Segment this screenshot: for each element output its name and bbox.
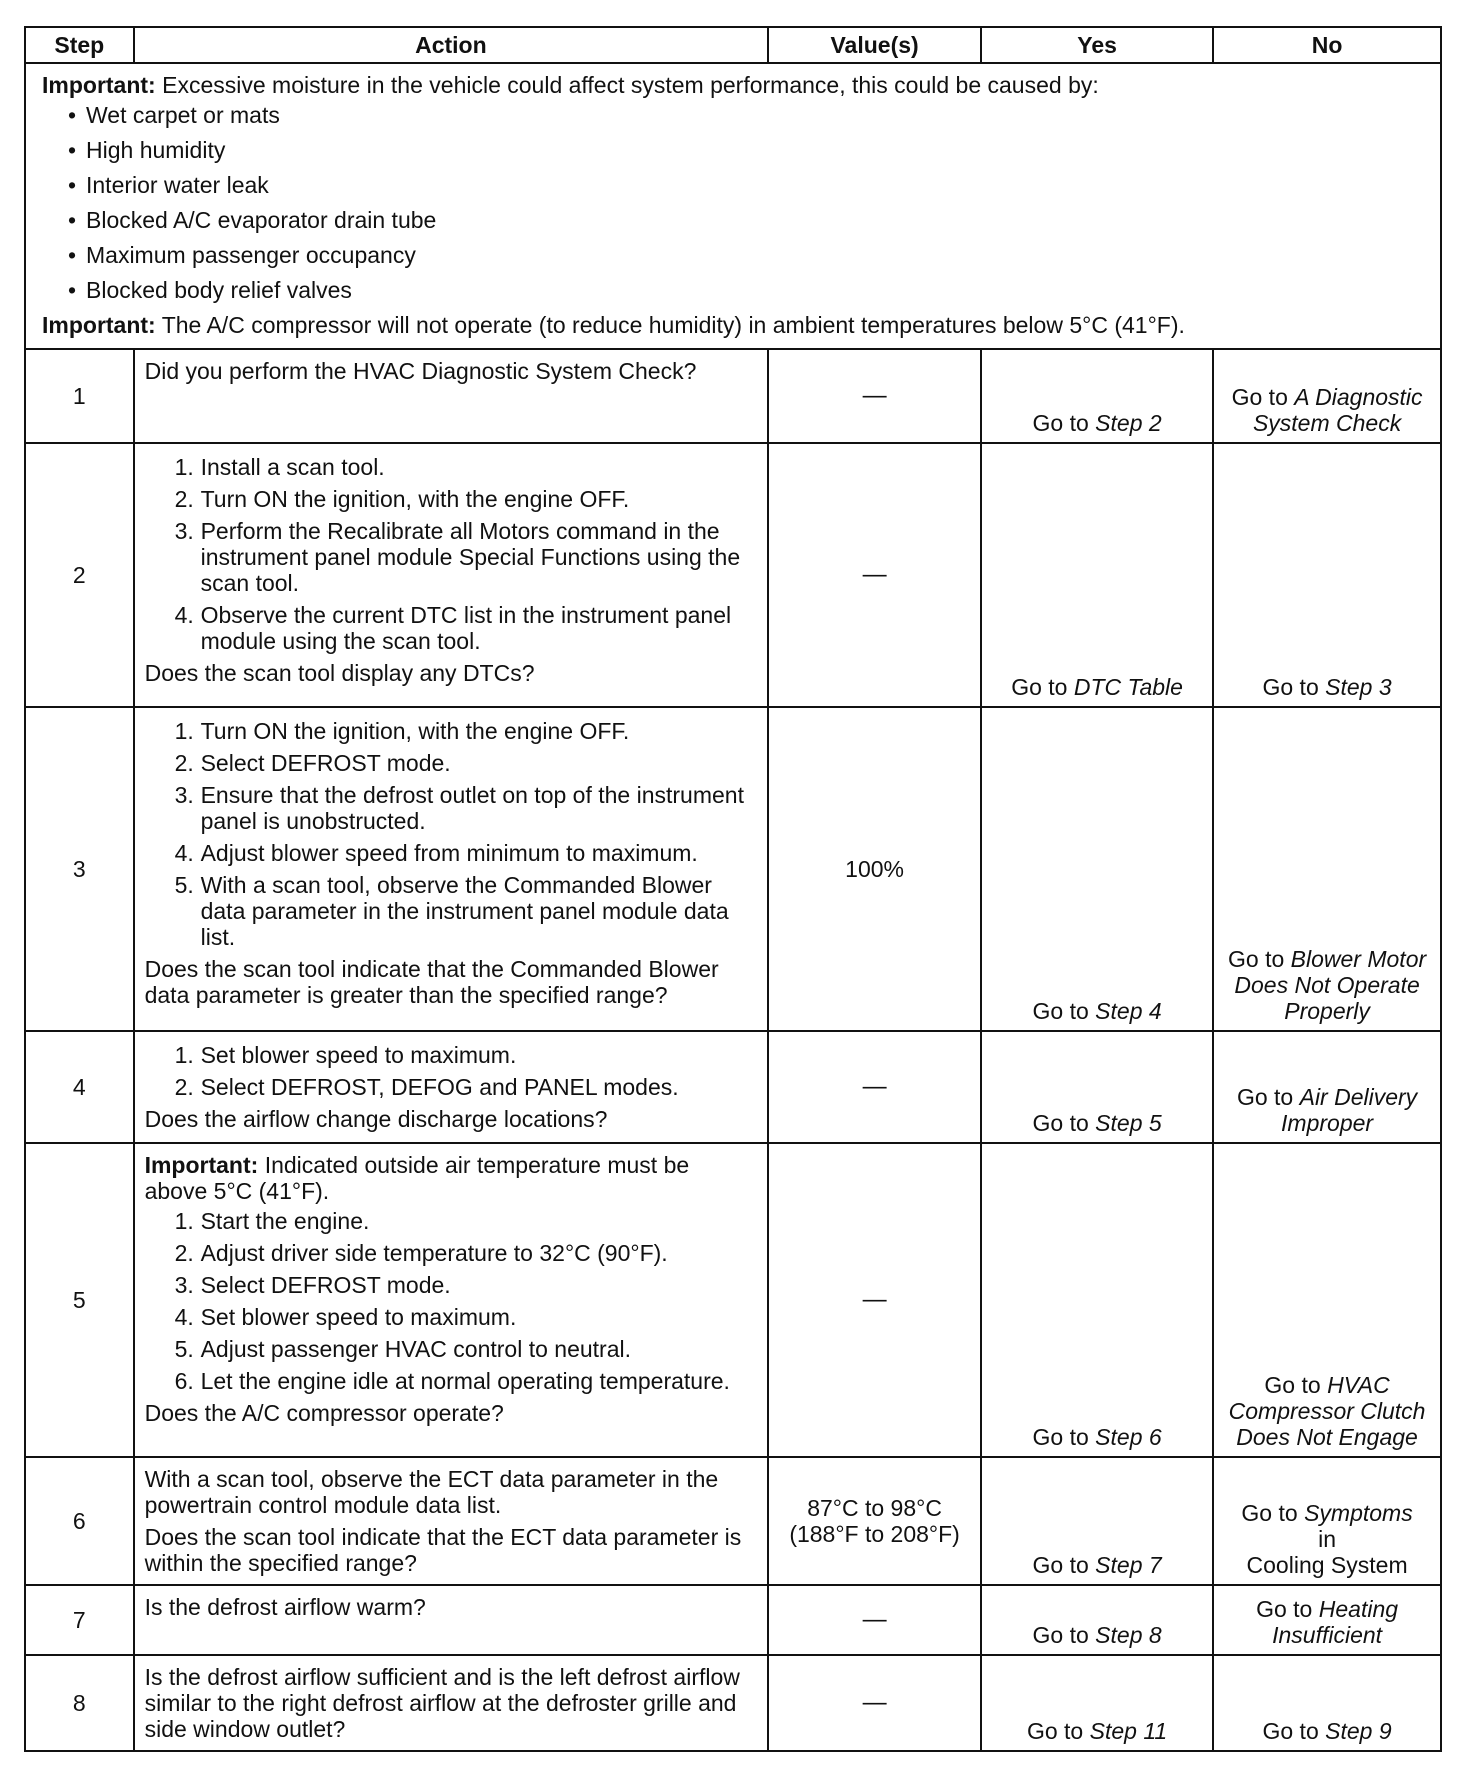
no-prefix: Go to bbox=[1262, 674, 1319, 700]
yes-prefix: Go to bbox=[1011, 674, 1068, 700]
list-item: 1. Set blower speed to maximum. bbox=[174, 1042, 517, 1068]
yes-prefix: Go to bbox=[1032, 1110, 1089, 1136]
list-item: • Blocked A/C evaporator drain tube bbox=[68, 207, 1426, 233]
important-label: Important: bbox=[42, 72, 156, 98]
no-prefix: Go to bbox=[1241, 1500, 1298, 1526]
action-cell bbox=[134, 707, 769, 1031]
procedure-list bbox=[145, 1208, 756, 1394]
value-cell: 87°C to 98°C (188°F to 208°F) bbox=[768, 1457, 981, 1585]
value-cell: — bbox=[768, 349, 981, 443]
yes-prefix: Go to bbox=[1032, 1424, 1089, 1450]
yes-link[interactable]: Step 11 bbox=[1089, 1718, 1168, 1744]
list-item: 4. Set blower speed to maximum. bbox=[174, 1304, 517, 1330]
value-cell: — bbox=[768, 443, 981, 707]
action-cell bbox=[134, 1031, 769, 1143]
action-cell bbox=[134, 1655, 769, 1751]
yes-cell bbox=[981, 1143, 1213, 1457]
no-link[interactable]: Heating Insufficient bbox=[1272, 1596, 1399, 1648]
yes-prefix: Go to bbox=[1032, 410, 1089, 436]
action-question: Does the A/C compressor operate? bbox=[144, 1400, 504, 1426]
intro-cell bbox=[25, 63, 1441, 349]
step-number: 4 bbox=[25, 1031, 134, 1143]
list-item: 6. Let the engine idle at normal operating temperature. bbox=[174, 1368, 730, 1394]
action-question: Does the airflow change discharge locations? bbox=[144, 1106, 608, 1132]
value-cell: — bbox=[768, 1655, 981, 1751]
list-item: 5. With a scan tool, observe the Commanded Blower data parameter in the instrument panel module data list. bbox=[174, 872, 729, 950]
header-step: Step bbox=[25, 27, 134, 63]
important-label: Important: bbox=[42, 312, 156, 338]
no-cell bbox=[1213, 707, 1441, 1031]
header-values: Value(s) bbox=[768, 27, 981, 63]
procedure-list bbox=[145, 718, 756, 950]
table-row bbox=[25, 707, 1441, 1031]
list-item: • Blocked body relief valves bbox=[68, 277, 1426, 303]
no-link[interactable]: HVAC Compressor Clutch Does Not Engage bbox=[1228, 1372, 1426, 1450]
list-item: 3. Select DEFROST mode. bbox=[174, 1272, 451, 1298]
value-cell: 100% bbox=[768, 707, 981, 1031]
value-cell: — bbox=[768, 1031, 981, 1143]
intro-row bbox=[25, 63, 1441, 349]
important-label: Important: bbox=[144, 1152, 259, 1178]
intro-important-2 bbox=[42, 312, 1426, 338]
yes-link[interactable]: DTC Table bbox=[1073, 674, 1183, 700]
list-item: • Interior water leak bbox=[68, 172, 1426, 198]
action-cell bbox=[134, 349, 769, 443]
no-cell bbox=[1213, 1585, 1441, 1655]
step-number: 2 bbox=[25, 443, 134, 707]
list-item: • Maximum passenger occupancy bbox=[68, 242, 1426, 268]
yes-prefix: Go to bbox=[1032, 998, 1089, 1024]
no-prefix: Go to bbox=[1256, 1596, 1313, 1622]
step-number: 1 bbox=[25, 349, 134, 443]
table-row bbox=[25, 1031, 1441, 1143]
header-action: Action bbox=[134, 27, 769, 63]
step-number: 3 bbox=[25, 707, 134, 1031]
list-item: 1. Turn ON the ignition, with the engine OFF. bbox=[174, 718, 630, 744]
step-number: 5 bbox=[25, 1143, 134, 1457]
no-cell bbox=[1213, 1143, 1441, 1457]
action-question: Is the defrost airflow warm? bbox=[144, 1594, 426, 1620]
action-question: Does the scan tool indicate that the ECT data parameter is within the specified range? bbox=[144, 1524, 742, 1576]
step-important bbox=[145, 1152, 756, 1204]
yes-cell bbox=[981, 707, 1213, 1031]
table-row bbox=[25, 1143, 1441, 1457]
no-cell bbox=[1213, 1031, 1441, 1143]
yes-cell bbox=[981, 1655, 1213, 1751]
header-yes: Yes bbox=[981, 27, 1213, 63]
no-link[interactable]: Blower Motor Does Not Operate Properly bbox=[1234, 946, 1427, 1024]
no-cell bbox=[1213, 349, 1441, 443]
no-prefix: Go to bbox=[1264, 1372, 1321, 1398]
list-item: 3. Ensure that the defrost outlet on top of the instrument panel is unobstructed. bbox=[174, 782, 744, 834]
yes-cell bbox=[981, 1031, 1213, 1143]
step-number: 6 bbox=[25, 1457, 134, 1585]
action-text: With a scan tool, observe the ECT data parameter in the powertrain control module data list. bbox=[144, 1466, 719, 1518]
yes-prefix: Go to bbox=[1026, 1718, 1084, 1744]
no-link[interactable]: Step 9 bbox=[1325, 1718, 1392, 1744]
yes-cell bbox=[981, 443, 1213, 707]
yes-prefix: Go to bbox=[1032, 1552, 1089, 1578]
yes-link[interactable]: Step 6 bbox=[1095, 1424, 1162, 1450]
list-item: 2. Select DEFROST, DEFOG and PANEL modes. bbox=[174, 1074, 679, 1100]
value-cell: — bbox=[768, 1143, 981, 1457]
list-item: 1. Install a scan tool. bbox=[174, 454, 385, 480]
no-link[interactable]: A Diagnostic System Check bbox=[1252, 384, 1423, 436]
table-row bbox=[25, 1655, 1441, 1751]
yes-prefix: Go to bbox=[1032, 1622, 1089, 1648]
value-cell: — bbox=[768, 1585, 981, 1655]
step-number: 7 bbox=[25, 1585, 134, 1655]
action-question: Is the defrost airflow sufficient and is the left defrost airflow similar to the right defrost airflow at the defroster grille and side window outlet? bbox=[144, 1664, 740, 1742]
action-question: Did you perform the HVAC Diagnostic System Check? bbox=[144, 358, 697, 384]
important-text: Indicated outside air temperature must be above 5°C (41°F). bbox=[144, 1152, 690, 1204]
list-item: 3. Perform the Recalibrate all Motors command in the instrument panel module Special Functions using the scan tool. bbox=[174, 518, 741, 596]
list-item: 2. Adjust driver side temperature to 32°C (90°F). bbox=[174, 1240, 668, 1266]
yes-cell bbox=[981, 349, 1213, 443]
important-text: The A/C compressor will not operate (to reduce humidity) in ambient temperatures below 5°C (41°F). bbox=[161, 312, 1185, 338]
no-suffix: Cooling System bbox=[1246, 1552, 1408, 1578]
action-cell bbox=[134, 1143, 769, 1457]
list-item: 1. Start the engine. bbox=[174, 1208, 370, 1234]
header-row bbox=[25, 27, 1441, 63]
no-link[interactable]: Air Delivery Improper bbox=[1281, 1084, 1418, 1136]
no-cell bbox=[1213, 1457, 1441, 1585]
table-row bbox=[25, 1585, 1441, 1655]
list-item: 4. Observe the current DTC list in the instrument panel module using the scan tool. bbox=[174, 602, 732, 654]
step-number: 8 bbox=[25, 1655, 134, 1751]
no-cell bbox=[1213, 1655, 1441, 1751]
diagnostic-table bbox=[24, 26, 1442, 1752]
no-link[interactable]: Step 3 bbox=[1325, 674, 1392, 700]
list-item: 2. Turn ON the ignition, with the engine OFF. bbox=[174, 486, 630, 512]
action-cell bbox=[134, 1585, 769, 1655]
list-item: 2. Select DEFROST mode. bbox=[174, 750, 451, 776]
action-cell bbox=[134, 443, 769, 707]
no-suffix: in bbox=[1318, 1526, 1337, 1552]
no-prefix: Go to bbox=[1228, 946, 1285, 972]
list-item: • High humidity bbox=[68, 137, 1426, 163]
no-link[interactable]: Symptoms bbox=[1304, 1500, 1413, 1526]
table-row bbox=[25, 1457, 1441, 1585]
yes-link[interactable]: Step 5 bbox=[1095, 1110, 1162, 1136]
action-question: Does the scan tool display any DTCs? bbox=[144, 660, 535, 686]
yes-link[interactable]: Step 4 bbox=[1095, 998, 1162, 1024]
yes-cell bbox=[981, 1457, 1213, 1585]
table-row bbox=[25, 443, 1441, 707]
no-prefix: Go to bbox=[1231, 384, 1288, 410]
yes-link[interactable]: Step 2 bbox=[1095, 410, 1162, 436]
table-row bbox=[25, 349, 1441, 443]
yes-cell bbox=[981, 1585, 1213, 1655]
no-prefix: Go to bbox=[1262, 1718, 1319, 1744]
intro-important bbox=[42, 72, 1426, 98]
no-prefix: Go to bbox=[1236, 1084, 1294, 1110]
list-item: 4. Adjust blower speed from minimum to maximum. bbox=[174, 840, 698, 866]
yes-link[interactable]: Step 7 bbox=[1095, 1552, 1162, 1578]
list-item: 5. Adjust passenger HVAC control to neutral. bbox=[174, 1336, 632, 1362]
list-item: • Wet carpet or mats bbox=[68, 102, 1426, 128]
procedure-list bbox=[145, 1042, 756, 1100]
procedure-list bbox=[145, 454, 756, 654]
no-cell bbox=[1213, 443, 1441, 707]
action-cell bbox=[134, 1457, 769, 1585]
moisture-causes-list bbox=[42, 102, 1426, 303]
yes-link[interactable]: Step 8 bbox=[1095, 1622, 1162, 1648]
important-text: Excessive moisture in the vehicle could affect system performance, this could be caused by: bbox=[162, 72, 1099, 98]
action-question: Does the scan tool indicate that the Commanded Blower data parameter is greater than the specified range? bbox=[144, 956, 719, 1008]
header-no: No bbox=[1213, 27, 1441, 63]
